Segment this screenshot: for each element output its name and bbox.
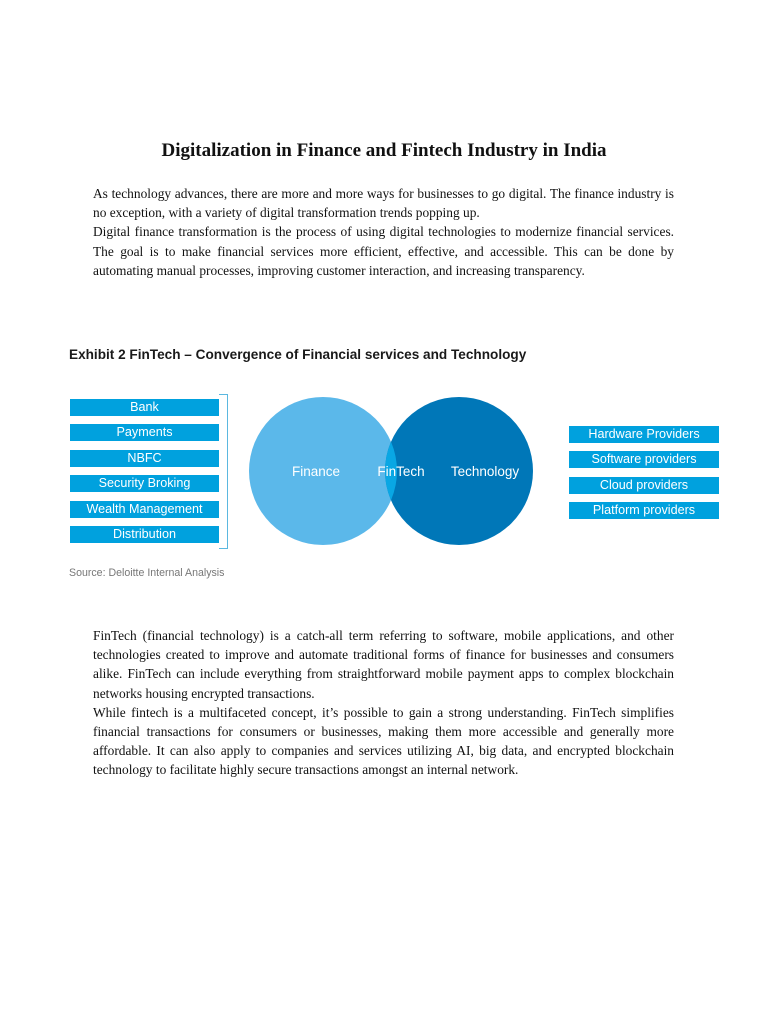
finance-item: Wealth Management (70, 501, 219, 518)
finance-label: Finance (291, 464, 341, 479)
body-paragraph: FinTech (financial technology) is a catch-all term referring to software, mobile applications, and other technologies created to improve and automate traditional forms of finance for businesses and consumers alike. FinTech can include everything from straightforward mobile payment apps to complex blockchain networks housing encrypted transactions. (93, 628, 674, 701)
finance-item: Security Broking (70, 475, 219, 492)
finance-items-list (70, 399, 219, 551)
technology-item: Platform providers (569, 502, 719, 519)
finance-bracket (219, 394, 228, 549)
intro-paragraph: Digital finance transformation is the process of using digital technologies to modernize financial services. The goal is to make financial services more efficient, effective, and accessible. This can be done by automating manual processes, improving customer interaction, and increasing transparency. (93, 224, 674, 278)
exhibit-title: Exhibit 2 FinTech – Convergence of Financial services and Technology (69, 347, 527, 362)
finance-item: NBFC (70, 450, 219, 467)
technology-item: Software providers (569, 451, 719, 468)
technology-items-list (569, 426, 719, 528)
intro-paragraph: As technology advances, there are more and more ways for businesses to go digital. The finance industry is no exception, with a variety of digital transformation trends popping up. (93, 186, 674, 221)
finance-item: Payments (70, 424, 219, 441)
page-title: Digitalization in Finance and Fintech Industry in India (161, 140, 607, 161)
source-note: Source: Deloitte Internal Analysis (69, 567, 225, 579)
body-paragraph: While fintech is a multifaceted concept, it’s possible to gain a strong understanding. FinTech simplifies financial transactions for consumers or businesses, making them more accessible and generally more affordable. It can also apply to companies and services utilizing AI, big data, and encrypted blockchain technology to facilitate highly secure transactions amongst an internal network. (93, 704, 674, 778)
intro-text (93, 184, 674, 280)
finance-item: Bank (70, 399, 219, 416)
body-text (93, 626, 674, 780)
fintech-label: FinTech (377, 464, 425, 479)
technology-label: Technology (450, 464, 520, 479)
venn-diagram (245, 388, 537, 554)
technology-item: Hardware Providers (569, 426, 719, 443)
technology-item: Cloud providers (569, 477, 719, 494)
finance-item: Distribution (70, 526, 219, 543)
